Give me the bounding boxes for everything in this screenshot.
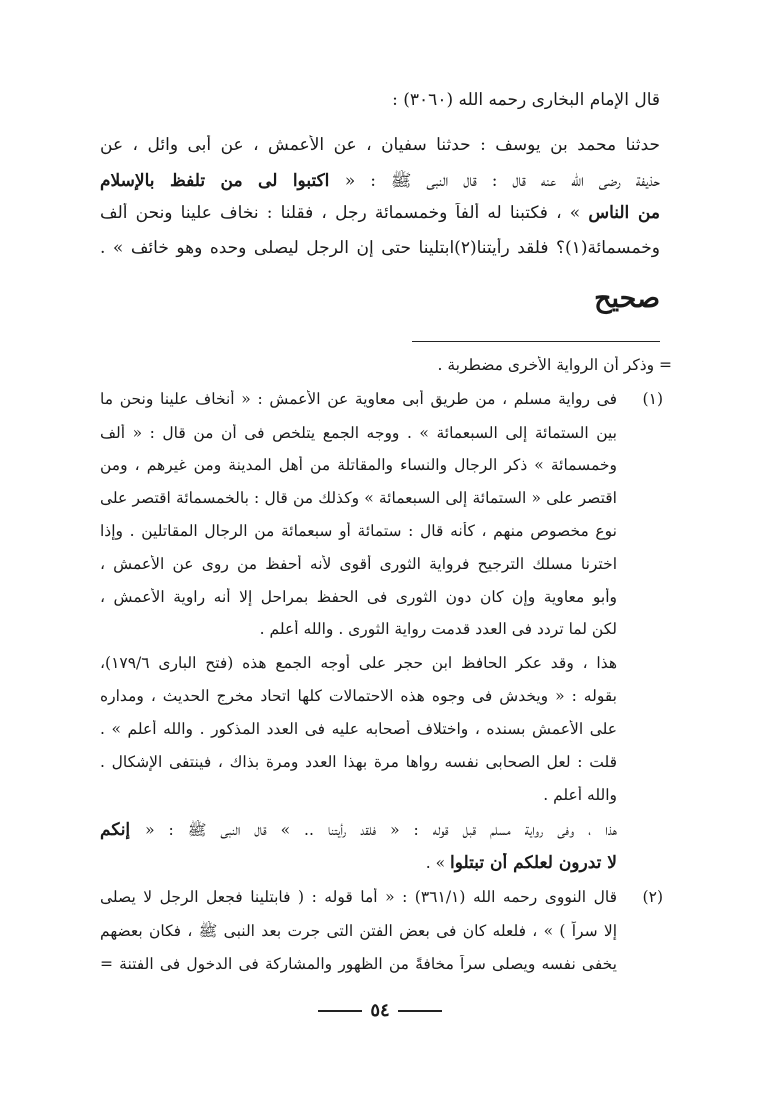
footnote-line [100,853,617,873]
footnote-line: فى رواية مسلم ، من طريق أبى معاوية عن الأعمش : « أنخاف علينا ونحن ما [100,390,617,408]
footnote-line: إلا سراً ) » ، فلعله كان فى بعض الفتن التى جرت بعد النبى ﷺ ، فكان بعضهم [100,922,617,940]
footnote-line: على الأعمش بسنده ، واختلاف أصحابه عليه فى العدد المذكور . والله أعلم » . [100,720,617,738]
footnote-line: هذا ، وقد عكر الحافظ ابن حجر على أوجه الجمع هذه (فتح البارى ١٧٩/٦)، [100,654,617,672]
footnote-line: بقوله : « ويخدش فى وجوه هذه الاحتمالات كلها اتحاد مخرج الحديث ، ومداره [100,687,617,705]
footnote-marker: (١) [642,390,663,408]
footnote-line: لكن لما تردد فى العدد قدمت رواية الثورى . والله أعلم . [259,620,617,638]
footnote-line: قال النووى رحمه الله (٣٦١/١) : « أما قوله : ( فابتلينا فجعل الرجل لا يصلى [100,888,617,906]
dash-decoration [318,1010,362,1012]
footnote-line-text: » . [425,854,451,872]
hadith-line: حدثنا محمد بن يوسف : حدثنا سفيان ، عن الأعمش ، عن أبى وائل ، عن [100,135,660,155]
footnote-line: وأبو معاوية وإن كان دون الثورى فى الحفظ بمراحل إلا أنه راوية الأعمش ، [100,588,617,606]
footnote-line: اقتصر على « الستمائة إلى السبعمائة » وكذلك من قال : بالخمسمائة اقتصر على [100,489,617,507]
footnote-line: يخفى نفسه ويصلى سراً مخافةً من الظهور والمشاركة فى الدخول فى الفتنة = [100,955,617,973]
footnote-line: وخمسمائة » ذكر الرجال والنساء والمقاتلة من أهل المدينة ومن غيرهم ، ومن [100,456,617,474]
footnote-bold-text: لا تدرون لعلكم أن تبتلوا [450,853,617,873]
hadith-line [100,203,660,223]
hadith-line-text: حذيفة رضى الله عنه قال : قال النبى ﷺ : « [344,171,660,191]
page-number-text: ٥٤ [370,1000,390,1021]
footnote-line: بين الستمائة إلى السبعمائة » . ووجه الجمع يتلخص فى أن من قال : « ألف [100,424,617,442]
footnote-continuation: = وذكر أن الرواية الأخرى مضطربة . [437,356,672,374]
footnote-bold-text: إنكم [100,820,146,840]
hadith-grade: صحيح [594,283,660,314]
footnote-marker: (٢) [642,888,663,906]
hadith-bold-text: من الناس [588,203,660,223]
page-number [0,1000,760,1021]
hadith-bold-text: اكتبوا لى من تلفظ بالإسلام [100,171,345,191]
footnote-line: والله أعلم . [543,786,617,804]
footnote-line [100,820,617,843]
footnote-line: اخترنا مسلك الترجيح فرواية الثورى أقوى لأنه أحفظ من روى عن الأعمش ، [100,555,617,573]
hadith-line [100,170,660,195]
footnote-line: نوع مخصوص منهم ، كأنه قال : ستمائة أو سبعمائة من الرجال المقاتلين . وإذا [100,522,617,540]
dash-decoration [398,1010,442,1012]
chapter-header: قال الإمام البخارى رحمه الله (٣٠٦٠) : [392,90,660,110]
footnote-line-text: هذا ، وفى رواية مسلم قبل قوله : « فلقد رأيتنا .. » قال النبى ﷺ : « [145,821,617,839]
footnote-line: قلت : لعل الصحابى نفسه رواها مرة بهذا العدد ومرة بذاك ، فينتفى الإشكال . [100,753,617,771]
footnote-separator [412,341,660,342]
hadith-line-text: » ، فكتبنا له ألفاً وخمسمائة رجل ، فقلنا : نخاف علينا ونحن ألف [100,203,589,223]
hadith-line: وخمسمائة(١)؟ فلقد رأيتنا(٢)ابتلينا حتى إن الرجل ليصلى وحده وهو خائف » . [100,238,660,258]
